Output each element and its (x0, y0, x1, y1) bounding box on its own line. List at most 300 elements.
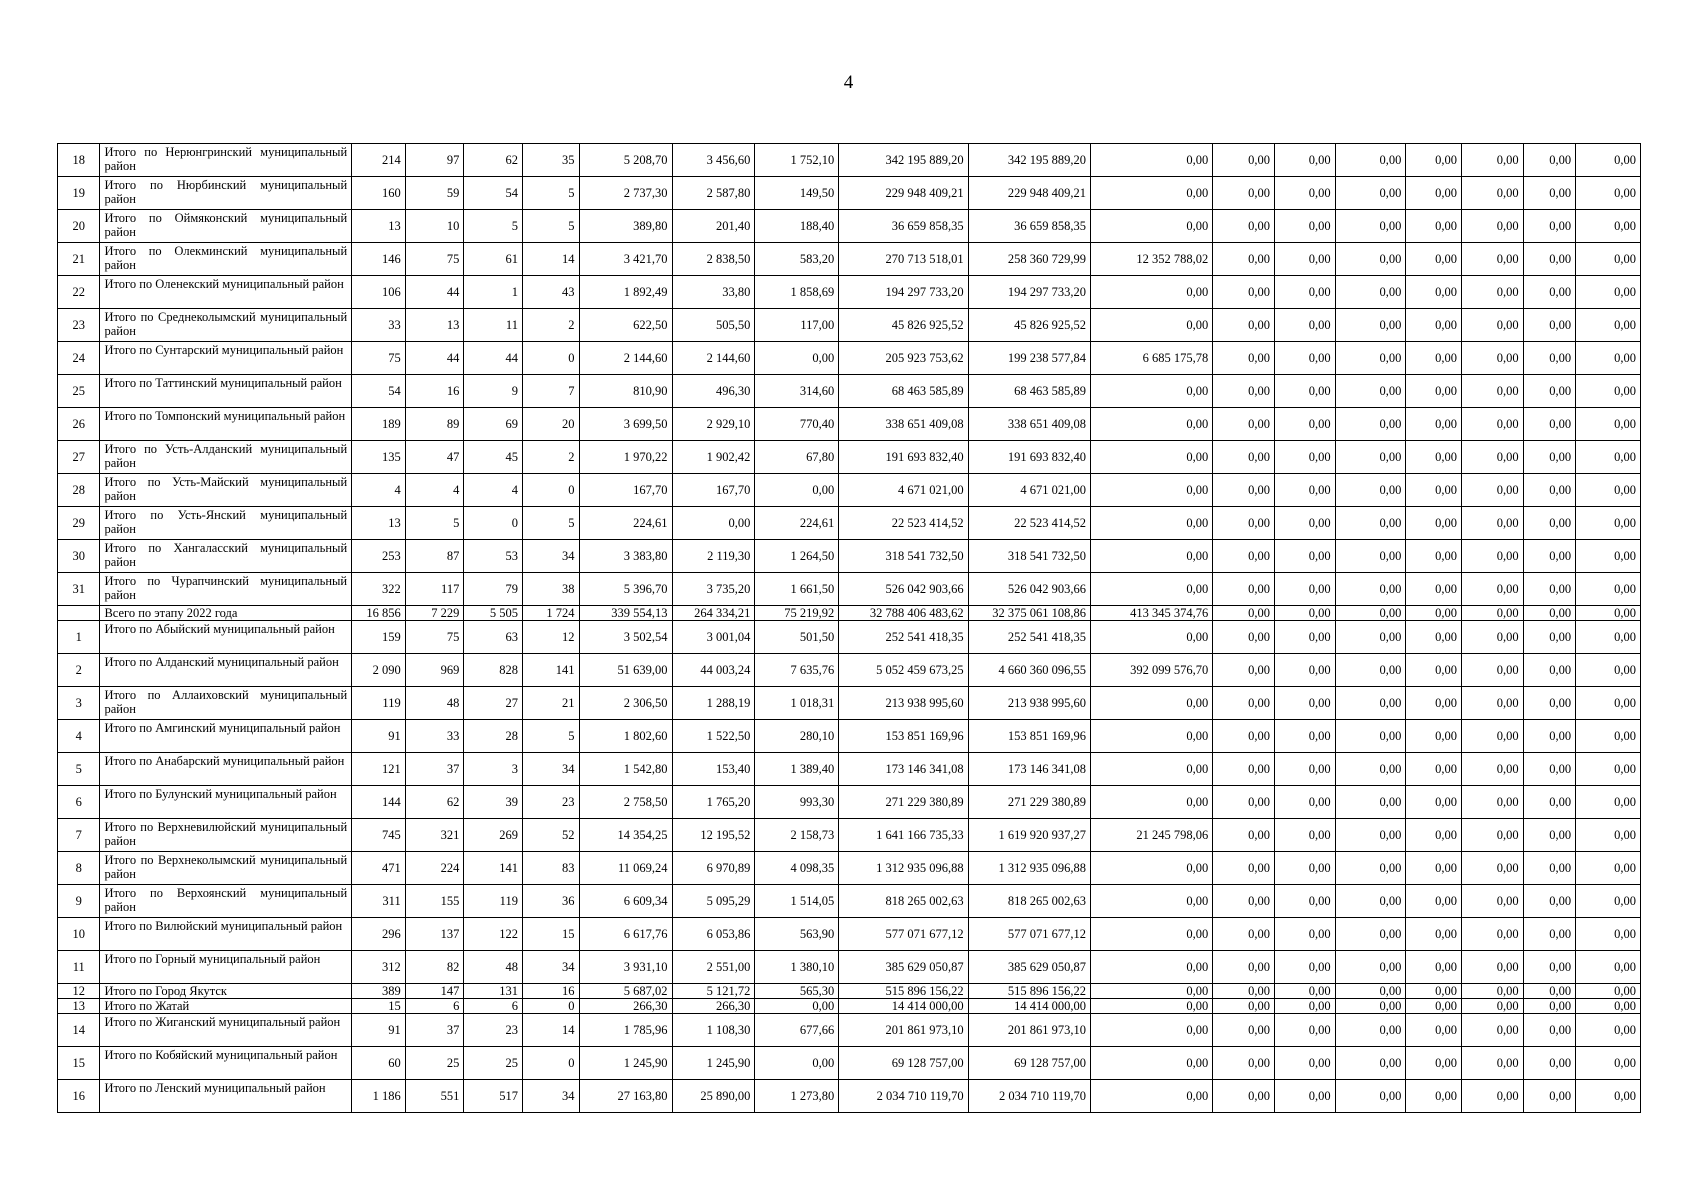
district-name-cell: Итого по Верхнеколымский муниципальный район (100, 852, 352, 885)
value-cell: 818 265 002,63 (839, 885, 968, 918)
value-cell: 97 (405, 144, 464, 177)
value-cell: 0,00 (1461, 540, 1523, 573)
district-name-cell: Итого по Верхневилюйский муниципальный район (100, 819, 352, 852)
table-row (58, 1047, 1641, 1080)
value-cell: 0,00 (1335, 309, 1406, 342)
value-cell: 0,00 (1335, 606, 1406, 621)
value-cell: 15 (522, 918, 579, 951)
value-cell: 342 195 889,20 (839, 144, 968, 177)
value-cell: 389,80 (579, 210, 672, 243)
value-cell: 0,00 (1523, 606, 1576, 621)
value-cell: 0,00 (1213, 687, 1275, 720)
table-row (58, 144, 1641, 177)
value-cell: 10 (405, 210, 464, 243)
value-cell: 342 195 889,20 (968, 144, 1090, 177)
value-cell: 280,10 (755, 720, 839, 753)
value-cell: 0,00 (1213, 720, 1275, 753)
value-cell: 5 052 459 673,25 (839, 654, 968, 687)
value-cell: 318 541 732,50 (839, 540, 968, 573)
table-row (58, 441, 1641, 474)
value-cell: 0,00 (1576, 144, 1641, 177)
value-cell: 264 334,21 (672, 606, 755, 621)
value-cell: 1 186 (352, 1080, 406, 1113)
value-cell: 15 (352, 999, 406, 1014)
value-cell: 1 514,05 (755, 885, 839, 918)
value-cell: 0,00 (1523, 1047, 1576, 1080)
value-cell: 1 312 935 096,88 (968, 852, 1090, 885)
row-number-cell: 18 (58, 144, 100, 177)
row-number-cell: 2 (58, 654, 100, 687)
value-cell: 0,00 (1461, 210, 1523, 243)
value-cell: 201,40 (672, 210, 755, 243)
value-cell: 526 042 903,66 (968, 573, 1090, 606)
value-cell: 0,00 (1523, 276, 1576, 309)
value-cell: 0,00 (1213, 507, 1275, 540)
value-cell: 0,00 (1274, 309, 1335, 342)
value-cell: 271 229 380,89 (968, 786, 1090, 819)
value-cell: 0,00 (1523, 243, 1576, 276)
value-cell: 0,00 (1523, 441, 1576, 474)
value-cell: 1 108,30 (672, 1014, 755, 1047)
value-cell: 0,00 (1274, 573, 1335, 606)
value-cell: 296 (352, 918, 406, 951)
district-name-cell: Итого по Город Якутск (100, 984, 352, 999)
value-cell: 0,00 (1335, 276, 1406, 309)
value-cell: 0,00 (1576, 999, 1641, 1014)
value-cell: 25 (464, 1047, 523, 1080)
value-cell: 0,00 (1213, 852, 1275, 885)
row-number-cell: 15 (58, 1047, 100, 1080)
table-row (58, 408, 1641, 441)
value-cell: 0,00 (1461, 984, 1523, 999)
value-cell: 0,00 (1213, 999, 1275, 1014)
value-cell: 205 923 753,62 (839, 342, 968, 375)
value-cell: 167,70 (579, 474, 672, 507)
value-cell: 63 (464, 621, 523, 654)
value-cell: 0,00 (1406, 606, 1462, 621)
value-cell: 338 651 409,08 (839, 408, 968, 441)
value-cell: 0,00 (1274, 342, 1335, 375)
value-cell: 0,00 (1090, 951, 1212, 984)
value-cell: 0,00 (1461, 918, 1523, 951)
value-cell: 2 587,80 (672, 177, 755, 210)
value-cell: 0,00 (1576, 621, 1641, 654)
value-cell: 0,00 (1576, 375, 1641, 408)
value-cell: 68 463 585,89 (968, 375, 1090, 408)
value-cell: 36 659 858,35 (968, 210, 1090, 243)
value-cell: 5 687,02 (579, 984, 672, 999)
value-cell: 22 523 414,52 (839, 507, 968, 540)
table-row (58, 177, 1641, 210)
value-cell: 25 (405, 1047, 464, 1080)
value-cell: 51 639,00 (579, 654, 672, 687)
table-row (58, 507, 1641, 540)
value-cell: 0,00 (1213, 441, 1275, 474)
value-cell: 2 737,30 (579, 177, 672, 210)
value-cell: 0,00 (1461, 441, 1523, 474)
value-cell: 67,80 (755, 441, 839, 474)
value-cell: 224,61 (579, 507, 672, 540)
value-cell: 252 541 418,35 (968, 621, 1090, 654)
value-cell: 45 826 925,52 (839, 309, 968, 342)
value-cell: 6 685 175,78 (1090, 342, 1212, 375)
value-cell: 0,00 (1461, 375, 1523, 408)
value-cell: 0,00 (1090, 375, 1212, 408)
value-cell: 1 380,10 (755, 951, 839, 984)
value-cell: 0,00 (1274, 984, 1335, 999)
value-cell: 311 (352, 885, 406, 918)
value-cell: 0,00 (1576, 1047, 1641, 1080)
value-cell: 810,90 (579, 375, 672, 408)
value-cell: 496,30 (672, 375, 755, 408)
value-cell: 0,00 (1335, 852, 1406, 885)
value-cell: 0,00 (1090, 1047, 1212, 1080)
value-cell: 47 (405, 441, 464, 474)
value-cell: 0,00 (1576, 276, 1641, 309)
district-name-cell: Итого по Усть-Янский муниципальный район (100, 507, 352, 540)
value-cell: 75 219,92 (755, 606, 839, 621)
value-cell: 0,00 (1576, 984, 1641, 999)
value-cell: 0,00 (1213, 1080, 1275, 1113)
table-row (58, 852, 1641, 885)
value-cell: 0,00 (1090, 1014, 1212, 1047)
value-cell: 7 635,76 (755, 654, 839, 687)
value-cell: 1 724 (522, 606, 579, 621)
value-cell: 44 (464, 342, 523, 375)
value-cell: 0,00 (1274, 276, 1335, 309)
value-cell: 199 238 577,84 (968, 342, 1090, 375)
value-cell: 6 053,86 (672, 918, 755, 951)
value-cell: 0,00 (1274, 621, 1335, 654)
value-cell: 0,00 (1274, 918, 1335, 951)
value-cell: 0,00 (1461, 1047, 1523, 1080)
value-cell: 0,00 (1213, 243, 1275, 276)
value-cell: 0,00 (1090, 786, 1212, 819)
value-cell: 0,00 (1406, 654, 1462, 687)
value-cell: 0,00 (1090, 573, 1212, 606)
value-cell: 0,00 (1406, 819, 1462, 852)
value-cell: 0,00 (1576, 342, 1641, 375)
value-cell: 11 (464, 309, 523, 342)
value-cell: 21 (522, 687, 579, 720)
value-cell: 0,00 (1461, 507, 1523, 540)
value-cell: 0,00 (1274, 1047, 1335, 1080)
value-cell: 515 896 156,22 (839, 984, 968, 999)
value-cell: 471 (352, 852, 406, 885)
district-name-cell: Итого по Аллаиховский муниципальный район (100, 687, 352, 720)
value-cell: 0,00 (1523, 408, 1576, 441)
value-cell: 0,00 (1274, 819, 1335, 852)
value-cell: 0,00 (1576, 606, 1641, 621)
value-cell: 0,00 (1213, 210, 1275, 243)
value-cell: 137 (405, 918, 464, 951)
value-cell: 0,00 (1274, 606, 1335, 621)
value-cell: 0,00 (1213, 786, 1275, 819)
value-cell: 0,00 (1213, 819, 1275, 852)
value-cell: 258 360 729,99 (968, 243, 1090, 276)
value-cell: 0,00 (1274, 474, 1335, 507)
value-cell: 60 (352, 1047, 406, 1080)
value-cell: 5 (405, 507, 464, 540)
value-cell: 1 245,90 (579, 1047, 672, 1080)
row-number-cell: 14 (58, 1014, 100, 1047)
value-cell: 0,00 (1090, 408, 1212, 441)
value-cell: 117 (405, 573, 464, 606)
value-cell: 122 (464, 918, 523, 951)
value-cell: 0,00 (1090, 984, 1212, 999)
value-cell: 0,00 (1213, 276, 1275, 309)
value-cell: 1 970,22 (579, 441, 672, 474)
value-cell: 1 619 920 937,27 (968, 819, 1090, 852)
value-cell: 0,00 (1576, 507, 1641, 540)
value-cell: 0,00 (1406, 621, 1462, 654)
row-number-cell: 24 (58, 342, 100, 375)
value-cell: 0,00 (1461, 177, 1523, 210)
value-cell: 818 265 002,63 (968, 885, 1090, 918)
value-cell: 141 (522, 654, 579, 687)
value-cell: 828 (464, 654, 523, 687)
value-cell: 11 069,24 (579, 852, 672, 885)
value-cell: 0,00 (1090, 621, 1212, 654)
value-cell: 25 890,00 (672, 1080, 755, 1113)
value-cell: 2 090 (352, 654, 406, 687)
value-cell: 0,00 (1523, 474, 1576, 507)
value-cell: 213 938 995,60 (968, 687, 1090, 720)
value-cell: 201 861 973,10 (839, 1014, 968, 1047)
value-cell: 229 948 409,21 (839, 177, 968, 210)
row-number-cell: 30 (58, 540, 100, 573)
value-cell: 5 396,70 (579, 573, 672, 606)
table-row (58, 1080, 1641, 1113)
value-cell: 0,00 (1274, 243, 1335, 276)
value-cell: 4 (464, 474, 523, 507)
value-cell: 0,00 (1213, 1014, 1275, 1047)
district-name-cell: Итого по Чурапчинский муниципальный район (100, 573, 352, 606)
value-cell: 189 (352, 408, 406, 441)
value-cell: 0,00 (1335, 441, 1406, 474)
value-cell: 583,20 (755, 243, 839, 276)
value-cell: 0,00 (1461, 144, 1523, 177)
table-row (58, 885, 1641, 918)
value-cell: 0,00 (1274, 687, 1335, 720)
value-cell: 69 (464, 408, 523, 441)
value-cell: 0,00 (1576, 819, 1641, 852)
table-row (58, 753, 1641, 786)
value-cell: 0,00 (1213, 885, 1275, 918)
district-name-cell: Итого по Хангаласский муниципальный район (100, 540, 352, 573)
value-cell: 0,00 (1523, 1080, 1576, 1113)
value-cell: 33 (352, 309, 406, 342)
table-row (58, 309, 1641, 342)
value-cell: 0,00 (1576, 177, 1641, 210)
value-cell: 13 (405, 309, 464, 342)
value-cell: 21 245 798,06 (1090, 819, 1212, 852)
table-row (58, 819, 1641, 852)
value-cell: 0,00 (1406, 1047, 1462, 1080)
value-cell: 1 264,50 (755, 540, 839, 573)
value-cell: 1 389,40 (755, 753, 839, 786)
value-cell: 0,00 (1335, 342, 1406, 375)
value-cell: 0,00 (1576, 1014, 1641, 1047)
value-cell: 0,00 (1406, 210, 1462, 243)
value-cell: 0,00 (1335, 885, 1406, 918)
value-cell: 0,00 (1406, 1080, 1462, 1113)
value-cell: 0,00 (1335, 918, 1406, 951)
value-cell: 224 (405, 852, 464, 885)
value-cell: 745 (352, 819, 406, 852)
value-cell: 69 128 757,00 (968, 1047, 1090, 1080)
value-cell: 14 354,25 (579, 819, 672, 852)
row-number-cell: 12 (58, 984, 100, 999)
value-cell: 1 542,80 (579, 753, 672, 786)
row-number-cell: 6 (58, 786, 100, 819)
district-name-cell: Итого по Кобяйский муниципальный район (100, 1047, 352, 1080)
value-cell: 4 660 360 096,55 (968, 654, 1090, 687)
value-cell: 4 671 021,00 (839, 474, 968, 507)
value-cell: 0,00 (1461, 852, 1523, 885)
value-cell: 5 121,72 (672, 984, 755, 999)
value-cell: 0,00 (1406, 441, 1462, 474)
value-cell: 44 (405, 276, 464, 309)
value-cell: 1 802,60 (579, 720, 672, 753)
value-cell: 322 (352, 573, 406, 606)
value-cell: 0,00 (1090, 852, 1212, 885)
value-cell: 7 (522, 375, 579, 408)
value-cell: 321 (405, 819, 464, 852)
value-cell: 515 896 156,22 (968, 984, 1090, 999)
page-number: 4 (843, 72, 854, 93)
value-cell: 1 892,49 (579, 276, 672, 309)
value-cell: 0,00 (1523, 621, 1576, 654)
value-cell: 339 554,13 (579, 606, 672, 621)
table-row (58, 720, 1641, 753)
value-cell: 44 (405, 342, 464, 375)
value-cell: 5 (464, 210, 523, 243)
value-cell: 0,00 (1406, 243, 1462, 276)
value-cell: 0,00 (1274, 1080, 1335, 1113)
value-cell: 0,00 (1406, 687, 1462, 720)
value-cell: 0,00 (1523, 753, 1576, 786)
value-cell: 33,80 (672, 276, 755, 309)
value-cell: 155 (405, 885, 464, 918)
value-cell: 6 970,89 (672, 852, 755, 885)
value-cell: 48 (464, 951, 523, 984)
value-cell: 969 (405, 654, 464, 687)
value-cell: 266,30 (579, 999, 672, 1014)
value-cell: 517 (464, 1080, 523, 1113)
table-row (58, 342, 1641, 375)
value-cell: 48 (405, 687, 464, 720)
value-cell: 0,00 (1576, 654, 1641, 687)
value-cell: 79 (464, 573, 523, 606)
value-cell: 4 098,35 (755, 852, 839, 885)
table-row (58, 621, 1641, 654)
value-cell: 0,00 (1576, 540, 1641, 573)
value-cell: 0,00 (1090, 441, 1212, 474)
district-name-cell: Итого по Вилюйский муниципальный район (100, 918, 352, 951)
district-name-cell: Итого по Томпонский муниципальный район (100, 408, 352, 441)
value-cell: 0,00 (1335, 984, 1406, 999)
value-cell: 0,00 (1406, 951, 1462, 984)
value-cell: 2 838,50 (672, 243, 755, 276)
value-cell: 121 (352, 753, 406, 786)
value-cell: 3 421,70 (579, 243, 672, 276)
value-cell: 23 (464, 1014, 523, 1047)
value-cell: 0,00 (1274, 507, 1335, 540)
value-cell: 0,00 (1274, 177, 1335, 210)
value-cell: 1 765,20 (672, 786, 755, 819)
value-cell: 0,00 (1523, 984, 1576, 999)
table-row (58, 1014, 1641, 1047)
table-row (58, 654, 1641, 687)
value-cell: 0,00 (1274, 999, 1335, 1014)
value-cell: 34 (522, 540, 579, 573)
value-cell: 0,00 (1523, 342, 1576, 375)
value-cell: 0,00 (1406, 1014, 1462, 1047)
value-cell: 0,00 (1523, 951, 1576, 984)
value-cell: 0,00 (1576, 951, 1641, 984)
value-cell: 0,00 (1213, 1047, 1275, 1080)
district-name-cell: Итого по Булунский муниципальный район (100, 786, 352, 819)
value-cell: 0,00 (1335, 375, 1406, 408)
value-cell: 0,00 (1576, 852, 1641, 885)
value-cell: 2 (522, 441, 579, 474)
value-cell: 505,50 (672, 309, 755, 342)
table-row (58, 999, 1641, 1014)
value-cell: 23 (522, 786, 579, 819)
value-cell: 45 (464, 441, 523, 474)
value-cell: 82 (405, 951, 464, 984)
value-cell: 0,00 (1406, 918, 1462, 951)
value-cell: 0,00 (1213, 540, 1275, 573)
value-cell: 0,00 (1523, 210, 1576, 243)
value-cell: 0,00 (1335, 177, 1406, 210)
row-number-cell: 4 (58, 720, 100, 753)
value-cell: 0,00 (1213, 606, 1275, 621)
value-cell: 0,00 (1406, 375, 1462, 408)
value-cell: 0,00 (1335, 507, 1406, 540)
value-cell: 770,40 (755, 408, 839, 441)
value-cell: 0,00 (1523, 687, 1576, 720)
value-cell: 0,00 (1461, 621, 1523, 654)
value-cell: 119 (352, 687, 406, 720)
value-cell: 7 229 (405, 606, 464, 621)
value-cell: 0,00 (1274, 885, 1335, 918)
district-name-cell: Итого по Сунтарский муниципальный район (100, 342, 352, 375)
value-cell: 36 (522, 885, 579, 918)
value-cell: 20 (522, 408, 579, 441)
value-cell: 1 641 166 735,33 (839, 819, 968, 852)
value-cell: 266,30 (672, 999, 755, 1014)
district-name-cell: Итого по Абыйский муниципальный район (100, 621, 352, 654)
value-cell: 0,00 (1406, 474, 1462, 507)
value-cell: 214 (352, 144, 406, 177)
value-cell: 75 (405, 621, 464, 654)
value-cell: 5 095,29 (672, 885, 755, 918)
value-cell: 270 713 518,01 (839, 243, 968, 276)
row-number-cell: 31 (58, 573, 100, 606)
value-cell: 0,00 (1576, 210, 1641, 243)
value-cell: 173 146 341,08 (839, 753, 968, 786)
row-number-cell (58, 606, 100, 621)
value-cell: 312 (352, 951, 406, 984)
row-number-cell: 27 (58, 441, 100, 474)
value-cell: 12 195,52 (672, 819, 755, 852)
value-cell: 0,00 (1406, 540, 1462, 573)
value-cell: 191 693 832,40 (839, 441, 968, 474)
value-cell: 147 (405, 984, 464, 999)
value-cell: 144 (352, 786, 406, 819)
